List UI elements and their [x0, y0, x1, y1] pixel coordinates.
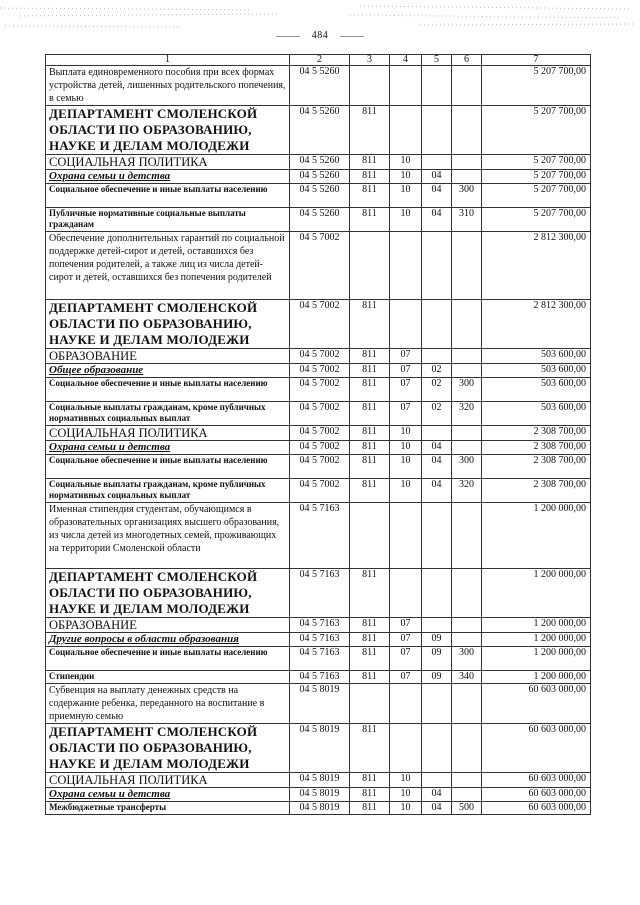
- row-code: 04 5 5260: [290, 106, 350, 155]
- row-code: 04 5 7163: [290, 503, 350, 569]
- row-code: 04 5 7002: [290, 300, 350, 349]
- row-col6: [452, 503, 482, 569]
- row-col3: 811: [350, 802, 390, 815]
- row-name: Субвенция на выплату денежных средств на содержание ребенка, переданного на воспитание в приемную семью: [46, 684, 290, 724]
- row-amount: 2 308 700,00: [482, 441, 591, 455]
- row-col5: 02: [422, 364, 452, 378]
- row-code: 04 5 8019: [290, 724, 350, 773]
- row-code: 04 5 5260: [290, 66, 350, 106]
- row-name: Социальные выплаты гражданам, кроме публичных нормативных социальных выплат: [46, 402, 290, 426]
- table-row: [46, 66, 591, 106]
- row-col3: 811: [350, 349, 390, 364]
- row-col4: 07: [390, 618, 422, 633]
- row-amount: 1 200 000,00: [482, 618, 591, 633]
- row-col5: [422, 66, 452, 106]
- row-col6: [452, 232, 482, 300]
- row-amount: 503 600,00: [482, 364, 591, 378]
- row-code: 04 5 7002: [290, 232, 350, 300]
- row-col3: 811: [350, 773, 390, 788]
- row-amount: 60 603 000,00: [482, 802, 591, 815]
- budget-table: [45, 54, 591, 815]
- header-col-3: 3: [350, 55, 390, 66]
- row-col4: [390, 106, 422, 155]
- table-row: [46, 647, 591, 671]
- row-col3: 811: [350, 170, 390, 184]
- table-row: [46, 788, 591, 802]
- table-row: [46, 569, 591, 618]
- row-col3: [350, 503, 390, 569]
- row-col4: 07: [390, 364, 422, 378]
- row-col6: 320: [452, 402, 482, 426]
- row-code: 04 5 8019: [290, 802, 350, 815]
- row-code: 04 5 8019: [290, 788, 350, 802]
- row-col6: [452, 441, 482, 455]
- row-col3: 811: [350, 184, 390, 208]
- row-name: СОЦИАЛЬНАЯ ПОЛИТИКА: [46, 426, 290, 441]
- header-col-7: 7: [482, 55, 591, 66]
- row-col4: 10: [390, 155, 422, 170]
- table-row: [46, 300, 591, 349]
- row-col6: [452, 426, 482, 441]
- row-col3: [350, 66, 390, 106]
- row-col5: 04: [422, 170, 452, 184]
- row-col5: [422, 300, 452, 349]
- row-amount: 2 308 700,00: [482, 455, 591, 479]
- row-col6: [452, 155, 482, 170]
- row-col4: 07: [390, 349, 422, 364]
- header-col-4: 4: [390, 55, 422, 66]
- row-name: Социальные выплаты гражданам, кроме публичных нормативных социальных выплат: [46, 479, 290, 503]
- row-amount: 60 603 000,00: [482, 788, 591, 802]
- row-col6: [452, 618, 482, 633]
- row-col4: 07: [390, 647, 422, 671]
- row-name: Именная стипендия студентам, обучающимся в образовательных организациях высшего образования, из числа детей из многодетных семей, проживающих на территории Смоленской области: [46, 503, 290, 569]
- row-col6: 300: [452, 647, 482, 671]
- row-col4: 10: [390, 802, 422, 815]
- row-col6: 500: [452, 802, 482, 815]
- table-row: [46, 455, 591, 479]
- row-col3: 811: [350, 106, 390, 155]
- row-amount: 1 200 000,00: [482, 569, 591, 618]
- table-row: [46, 773, 591, 788]
- header-col-5: 5: [422, 55, 452, 66]
- row-name: ДЕПАРТАМЕНТ СМОЛЕНСКОЙ ОБЛАСТИ ПО ОБРАЗОВАНИЮ, НАУКЕ И ДЕЛАМ МОЛОДЕЖИ: [46, 106, 290, 155]
- row-col5: [422, 684, 452, 724]
- table-row: [46, 364, 591, 378]
- row-col5: [422, 503, 452, 569]
- row-col3: 811: [350, 155, 390, 170]
- row-col3: 811: [350, 364, 390, 378]
- row-col6: [452, 773, 482, 788]
- table-row: [46, 503, 591, 569]
- row-col6: [452, 788, 482, 802]
- row-amount: 2 812 300,00: [482, 300, 591, 349]
- row-name: СОЦИАЛЬНАЯ ПОЛИТИКА: [46, 773, 290, 788]
- table-row: [46, 232, 591, 300]
- row-amount: 2 812 300,00: [482, 232, 591, 300]
- row-col6: [452, 724, 482, 773]
- row-code: 04 5 7163: [290, 618, 350, 633]
- row-col3: 811: [350, 671, 390, 684]
- table-row: [46, 671, 591, 684]
- row-amount: 60 603 000,00: [482, 684, 591, 724]
- table-row: [46, 155, 591, 170]
- row-amount: 5 207 700,00: [482, 184, 591, 208]
- row-code: 04 5 7163: [290, 633, 350, 647]
- table-row: [46, 684, 591, 724]
- table-row: [46, 441, 591, 455]
- row-col4: 10: [390, 170, 422, 184]
- row-col5: [422, 773, 452, 788]
- row-col4: 07: [390, 671, 422, 684]
- row-col5: [422, 155, 452, 170]
- row-col6: [452, 300, 482, 349]
- row-col5: 09: [422, 647, 452, 671]
- table-row: [46, 618, 591, 633]
- row-col4: [390, 300, 422, 349]
- table-row: [46, 170, 591, 184]
- row-col6: [452, 106, 482, 155]
- row-name: Социальное обеспечение и иные выплаты населению: [46, 647, 290, 671]
- row-col4: [390, 569, 422, 618]
- row-code: 04 5 7002: [290, 349, 350, 364]
- row-col5: 09: [422, 633, 452, 647]
- header-col-1: 1: [46, 55, 290, 66]
- row-col5: 09: [422, 671, 452, 684]
- row-col4: 10: [390, 479, 422, 503]
- row-col6: 300: [452, 455, 482, 479]
- row-code: 04 5 7002: [290, 378, 350, 402]
- row-col3: 811: [350, 647, 390, 671]
- table-row: [46, 184, 591, 208]
- row-col5: 04: [422, 208, 452, 232]
- row-col5: 04: [422, 479, 452, 503]
- row-code: 04 5 7163: [290, 569, 350, 618]
- row-col4: 10: [390, 208, 422, 232]
- row-col5: [422, 569, 452, 618]
- row-name: ОБРАЗОВАНИЕ: [46, 618, 290, 633]
- row-col4: 10: [390, 788, 422, 802]
- row-col5: 04: [422, 455, 452, 479]
- header-row: [46, 55, 591, 66]
- row-amount: 5 207 700,00: [482, 106, 591, 155]
- row-col5: 02: [422, 378, 452, 402]
- row-col5: [422, 106, 452, 155]
- table-row: [46, 479, 591, 503]
- row-name: Социальное обеспечение и иные выплаты населению: [46, 184, 290, 208]
- row-code: 04 5 8019: [290, 773, 350, 788]
- row-col5: 04: [422, 802, 452, 815]
- row-amount: 1 200 000,00: [482, 503, 591, 569]
- row-name: Общее образование: [46, 364, 290, 378]
- row-amount: 1 200 000,00: [482, 647, 591, 671]
- row-col4: 10: [390, 426, 422, 441]
- table-row: [46, 724, 591, 773]
- table-row: [46, 633, 591, 647]
- row-name: Выплата единовременного пособия при всех формах устройства детей, лишенных родительского попечения, в семью: [46, 66, 290, 106]
- row-code: 04 5 7002: [290, 455, 350, 479]
- table-row: [46, 349, 591, 364]
- row-col3: 811: [350, 569, 390, 618]
- row-amount: 2 308 700,00: [482, 479, 591, 503]
- row-name: ДЕПАРТАМЕНТ СМОЛЕНСКОЙ ОБЛАСТИ ПО ОБРАЗОВАНИЮ, НАУКЕ И ДЕЛАМ МОЛОДЕЖИ: [46, 724, 290, 773]
- row-col3: 811: [350, 633, 390, 647]
- row-col3: [350, 684, 390, 724]
- row-col4: 10: [390, 184, 422, 208]
- row-col3: 811: [350, 455, 390, 479]
- row-col3: 811: [350, 208, 390, 232]
- row-col6: 310: [452, 208, 482, 232]
- row-col3: 811: [350, 788, 390, 802]
- row-col3: 811: [350, 378, 390, 402]
- row-amount: 5 207 700,00: [482, 155, 591, 170]
- row-amount: 503 600,00: [482, 349, 591, 364]
- row-name: Охрана семьи и детства: [46, 170, 290, 184]
- row-col3: 811: [350, 479, 390, 503]
- row-col3: 811: [350, 300, 390, 349]
- row-col4: [390, 684, 422, 724]
- row-code: 04 5 7002: [290, 441, 350, 455]
- row-col6: [452, 569, 482, 618]
- row-col4: 07: [390, 402, 422, 426]
- row-name: Социальное обеспечение и иные выплаты населению: [46, 378, 290, 402]
- row-name: ДЕПАРТАМЕНТ СМОЛЕНСКОЙ ОБЛАСТИ ПО ОБРАЗОВАНИЮ, НАУКЕ И ДЕЛАМ МОЛОДЕЖИ: [46, 300, 290, 349]
- row-col3: 811: [350, 441, 390, 455]
- row-name: Охрана семьи и детства: [46, 788, 290, 802]
- row-col5: [422, 724, 452, 773]
- row-col6: 320: [452, 479, 482, 503]
- row-col3: 811: [350, 426, 390, 441]
- row-amount: 503 600,00: [482, 378, 591, 402]
- row-col6: [452, 633, 482, 647]
- table-row: [46, 426, 591, 441]
- row-code: 04 5 7163: [290, 647, 350, 671]
- row-code: 04 5 7002: [290, 479, 350, 503]
- table-row: [46, 802, 591, 815]
- row-col4: [390, 66, 422, 106]
- row-code: 04 5 8019: [290, 684, 350, 724]
- row-col4: 07: [390, 633, 422, 647]
- row-name: Охрана семьи и детства: [46, 441, 290, 455]
- header-col-6: 6: [452, 55, 482, 66]
- row-col5: [422, 618, 452, 633]
- row-name: Стипендии: [46, 671, 290, 684]
- table-row: [46, 208, 591, 232]
- row-code: 04 5 7163: [290, 671, 350, 684]
- row-col4: 10: [390, 773, 422, 788]
- row-col5: [422, 232, 452, 300]
- row-code: 04 5 7002: [290, 426, 350, 441]
- row-code: 04 5 5260: [290, 155, 350, 170]
- row-name: Публичные нормативные социальные выплаты гражданам: [46, 208, 290, 232]
- row-name: ДЕПАРТАМЕНТ СМОЛЕНСКОЙ ОБЛАСТИ ПО ОБРАЗОВАНИЮ, НАУКЕ И ДЕЛАМ МОЛОДЕЖИ: [46, 569, 290, 618]
- row-col5: [422, 426, 452, 441]
- row-amount: 60 603 000,00: [482, 724, 591, 773]
- row-col3: 811: [350, 724, 390, 773]
- row-amount: 60 603 000,00: [482, 773, 591, 788]
- row-name: СОЦИАЛЬНАЯ ПОЛИТИКА: [46, 155, 290, 170]
- table-row: [46, 378, 591, 402]
- row-col4: 07: [390, 378, 422, 402]
- row-code: 04 5 7002: [290, 364, 350, 378]
- row-amount: 503 600,00: [482, 402, 591, 426]
- row-col5: 04: [422, 184, 452, 208]
- row-col4: 10: [390, 455, 422, 479]
- row-col6: [452, 66, 482, 106]
- table-row: [46, 402, 591, 426]
- row-col6: 340: [452, 671, 482, 684]
- row-col4: 10: [390, 441, 422, 455]
- row-col4: [390, 724, 422, 773]
- row-col6: [452, 364, 482, 378]
- row-col5: 04: [422, 441, 452, 455]
- table-row: [46, 106, 591, 155]
- row-col5: 02: [422, 402, 452, 426]
- row-code: 04 5 5260: [290, 208, 350, 232]
- row-col6: [452, 170, 482, 184]
- row-name: Межбюджетные трансферты: [46, 802, 290, 815]
- row-amount: 1 200 000,00: [482, 671, 591, 684]
- row-col6: [452, 349, 482, 364]
- row-code: 04 5 7002: [290, 402, 350, 426]
- row-code: 04 5 5260: [290, 170, 350, 184]
- row-col6: [452, 684, 482, 724]
- row-code: 04 5 5260: [290, 184, 350, 208]
- row-amount: 5 207 700,00: [482, 170, 591, 184]
- row-col3: 811: [350, 618, 390, 633]
- row-col6: 300: [452, 184, 482, 208]
- row-col3: 811: [350, 402, 390, 426]
- row-name: ОБРАЗОВАНИЕ: [46, 349, 290, 364]
- header-col-2: 2: [290, 55, 350, 66]
- row-name: Обеспечение дополнительных гарантий по социальной поддержке детей-сирот и детей, оставшихся без попечения родителей, а также лиц из числа детей-сирот и детей, оставшихся без попечения родителей: [46, 232, 290, 300]
- row-col4: [390, 232, 422, 300]
- row-amount: 5 207 700,00: [482, 208, 591, 232]
- row-name: Социальное обеспечение и иные выплаты населению: [46, 455, 290, 479]
- row-amount: 1 200 000,00: [482, 633, 591, 647]
- page-number: 484: [300, 30, 340, 41]
- row-amount: 2 308 700,00: [482, 426, 591, 441]
- row-name: Другие вопросы в области образования: [46, 633, 290, 647]
- row-amount: 5 207 700,00: [482, 66, 591, 106]
- row-col5: 04: [422, 788, 452, 802]
- row-col3: [350, 232, 390, 300]
- row-col5: [422, 349, 452, 364]
- row-col4: [390, 503, 422, 569]
- row-col6: 300: [452, 378, 482, 402]
